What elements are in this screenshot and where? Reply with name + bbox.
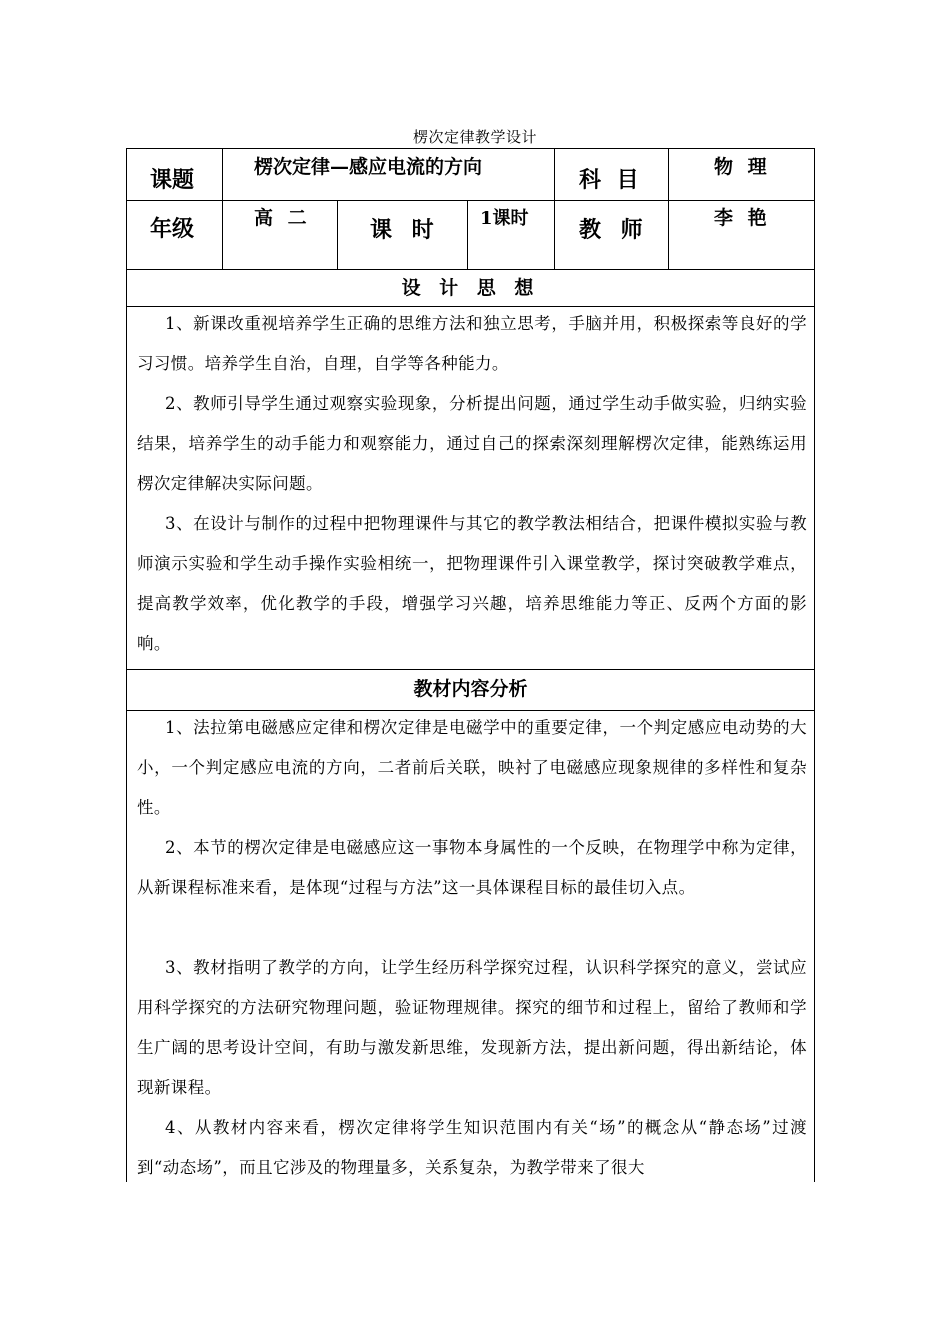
topic-value: 楞次定律—感应电流的方向: [254, 156, 483, 178]
analysis-paragraph-3: 3、教材指明了教学的方向，让学生经历科学探究过程，认识科学探究的意义，尝试应用科学探究的方法研究物理问题，验证物理规律。探究的细节和过程上，留给了教师和学生广阔的思考设计空间，有助与激发新思维，发现新方法，提出新问题，得出新结论，体现新课程。: [137, 958, 807, 1097]
subject-value: 物 理: [714, 156, 771, 178]
teacher-label: 教 师: [579, 217, 649, 243]
subject-label: 科 目: [579, 167, 643, 193]
column-divider: [668, 149, 669, 269]
hours-label: 课 时: [370, 217, 440, 243]
analysis-paragraph-4: 4、从教材内容来看，楞次定律将学生知识范围内有关“场”的概念从“静态场”过渡到“动态场”，而且它涉及的物理量多，关系复杂，为教学带来了很大: [137, 1118, 807, 1177]
topic-label: 课题: [150, 167, 195, 193]
grade-value: 高 二: [254, 207, 311, 229]
column-divider: [222, 149, 223, 269]
column-divider: [554, 149, 555, 269]
design-paragraph-2: 2、教师引导学生通过观察实验现象，分析提出问题，通过学生动手做实验，归纳实验结果，培养学生的动手能力和观察能力，通过自己的探索深刻理解楞次定律，能熟练运用楞次定律解决实际问题。: [137, 394, 807, 493]
grade-label: 年级: [150, 216, 195, 242]
teacher-value: 李 艳: [714, 207, 771, 229]
row-divider: [127, 269, 814, 270]
analysis-paragraph-2: 2、本节的楞次定律是电磁感应这一事物本身属性的一个反映，在物理学中称为定律，从新课程标准来看，是体现“过程与方法”这一具体课程目标的最佳切入点。: [137, 838, 807, 897]
row-divider: [127, 200, 814, 201]
analysis-paragraph-1: 1、法拉第电磁感应定律和楞次定律是电磁学中的重要定律，一个判定感应电动势的大小，一个判定感应电流的方向，二者前后关联，映衬了电磁感应现象规律的多样性和复杂性。: [137, 718, 807, 817]
hours-value: 1课时: [480, 208, 529, 229]
lesson-plan-table: [126, 148, 815, 1182]
document-title: 楞次定律教学设计: [412, 128, 537, 146]
design-paragraph-3: 3、在设计与制作的过程中把物理课件与其它的教学教法相结合，把课件模拟实验与教师演示实验和学生动手操作实验相统一，把物理课件引入课堂教学，探讨突破教学难点，提高教学效率，优化教学的手段，增强学习兴趣，培养思维能力等正、反两个方面的影响。: [137, 514, 807, 653]
design-thinking-heading: 设 计 思 想: [401, 277, 540, 299]
row-divider: [127, 669, 814, 670]
column-divider: [467, 200, 468, 269]
column-divider: [337, 200, 338, 269]
content-analysis-heading: 教材内容分析: [413, 678, 528, 700]
design-paragraph-1: 1、新课改重视培养学生正确的思维方法和独立思考，手脑并用，积极探索等良好的学习习惯。培养学生自治，自理，自学等各种能力。: [137, 314, 807, 373]
